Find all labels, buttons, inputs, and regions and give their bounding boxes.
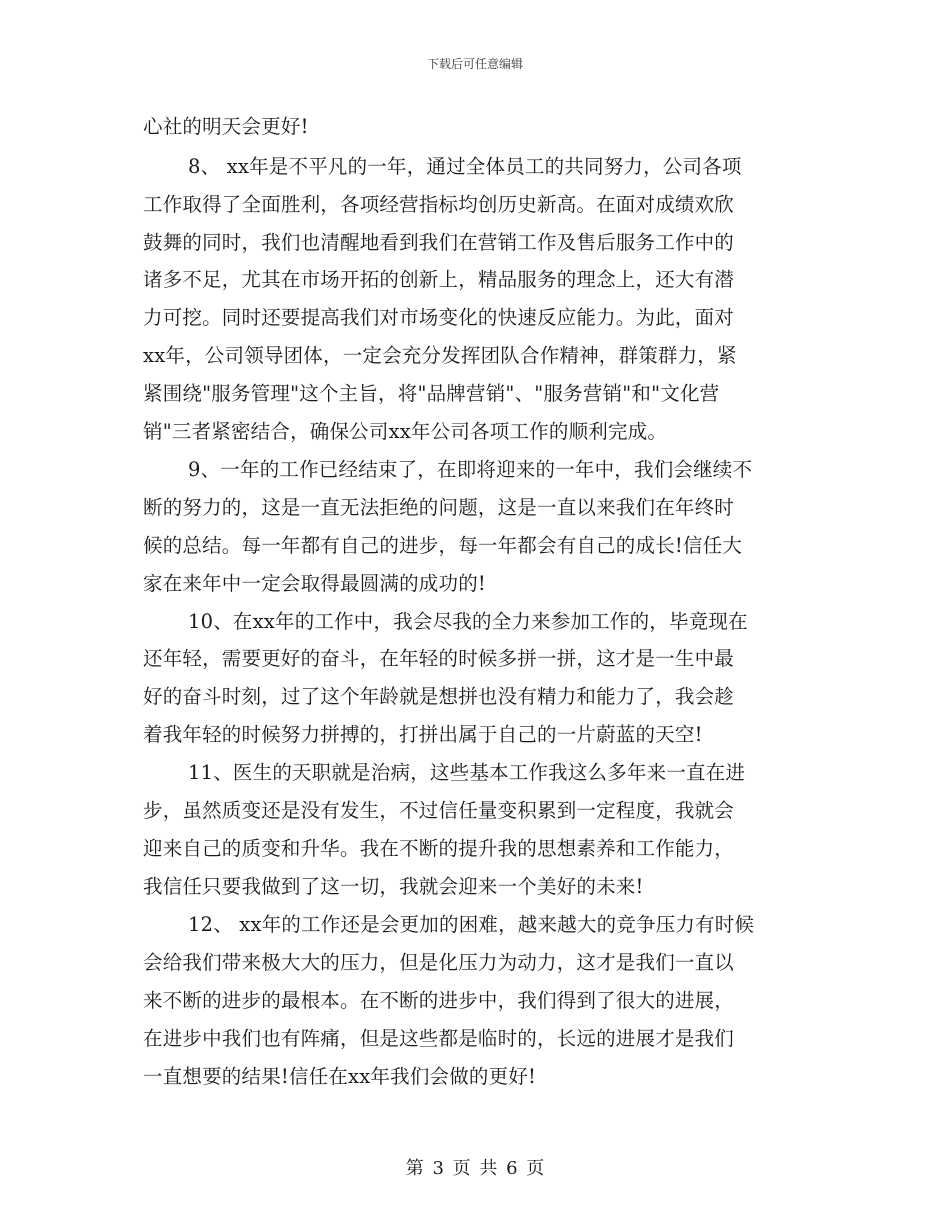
- text-line: 家在来年中一定会取得最圆满的成功的!: [143, 572, 486, 595]
- text-line: 诸多不足，尤其在市场开拓的创新上，精品服务的理念上，还大有潜: [143, 268, 735, 291]
- text-line: 在进步中我们也有阵痛，但是这些都是临时的，长远的进展才是我们: [143, 1027, 735, 1050]
- text-line: 步，虽然质变还是没有发生，不过信任量变积累到一定程度，我就会: [143, 799, 735, 822]
- text-line: 销"三者紧密结合，确保公司xx年公司各项工作的顺利完成。: [143, 420, 668, 443]
- text-line: 迎来自己的质变和升华。我在不断的提升我的思想素养和工作能力，: [143, 837, 735, 860]
- text-line: 来不断的进步的最根本。在不断的进步中，我们得到了很大的进展，: [143, 989, 735, 1012]
- text-line: 心社的明天会更好!: [143, 115, 309, 138]
- text-line: 好的奋斗时刻，过了这个年龄就是想拼也没有精力和能力了，我会趁: [143, 685, 735, 708]
- paragraph-8-line-1: 8、 xx年是不平凡的一年，通过全体员工的共同努力，公司各项: [188, 155, 742, 178]
- text-line: 着我年轻的时候努力拼搏的，打拼出属于自己的一片蔚蓝的天空!: [143, 723, 703, 746]
- text-line: 会给我们带来极大大的压力，但是化压力为动力，这才是我们一直以: [143, 951, 735, 974]
- paragraph-10-line-1: 10、在xx年的工作中，我会尽我的全力来参加工作的，毕竟现在: [188, 610, 748, 633]
- text-line: 还年轻，需要更好的奋斗，在年轻的时候多拼一拼，这才是一生中最: [143, 647, 735, 670]
- text-line: 力可挖。同时还要提高我们对市场变化的快速反应能力。为此，面对: [143, 306, 735, 329]
- page-header: 下载后可任意编辑: [426, 57, 523, 71]
- paragraph-11-line-1: 11、医生的天职就是治病，这些基本工作我这么多年来一直在进: [188, 761, 746, 784]
- text-line: 鼓舞的同时，我们也清醒地看到我们在营销工作及售后服务工作中的: [143, 231, 735, 254]
- paragraph-12-line-1: 12、 xx年的工作还是会更加的困难，越来越大的竞争压力有时候: [188, 913, 755, 936]
- text-line: 一直想要的结果!信任在xx年我们会做的更好!: [143, 1065, 537, 1088]
- text-line: 候的总结。每一年都有自己的进步，每一年都会有自己的成长!信任大: [143, 534, 743, 557]
- text-line: 我信任只要我做到了这一切，我就会迎来一个美好的未来!: [143, 875, 644, 898]
- text-line: 工作取得了全面胜利，各项经营指标均创历史新高。在面对成绩欢欣: [143, 193, 735, 216]
- paragraph-9-line-1: 9、一年的工作已经结束了，在即将迎来的一年中，我们会继续不: [188, 458, 753, 481]
- page-footer: 第 3 页 共 6 页: [405, 1158, 545, 1179]
- text-line: 紧围绕"服务管理"这个主旨，将"品牌营销"、"服务营销"和"文化营: [143, 382, 720, 405]
- text-line: xx年，公司领导团体，一定会充分发挥团队合作精神，群策群力，紧: [143, 344, 737, 367]
- text-line: 断的努力的，这是一直无法拒绝的问题，这是一直以来我们在年终时: [143, 496, 735, 519]
